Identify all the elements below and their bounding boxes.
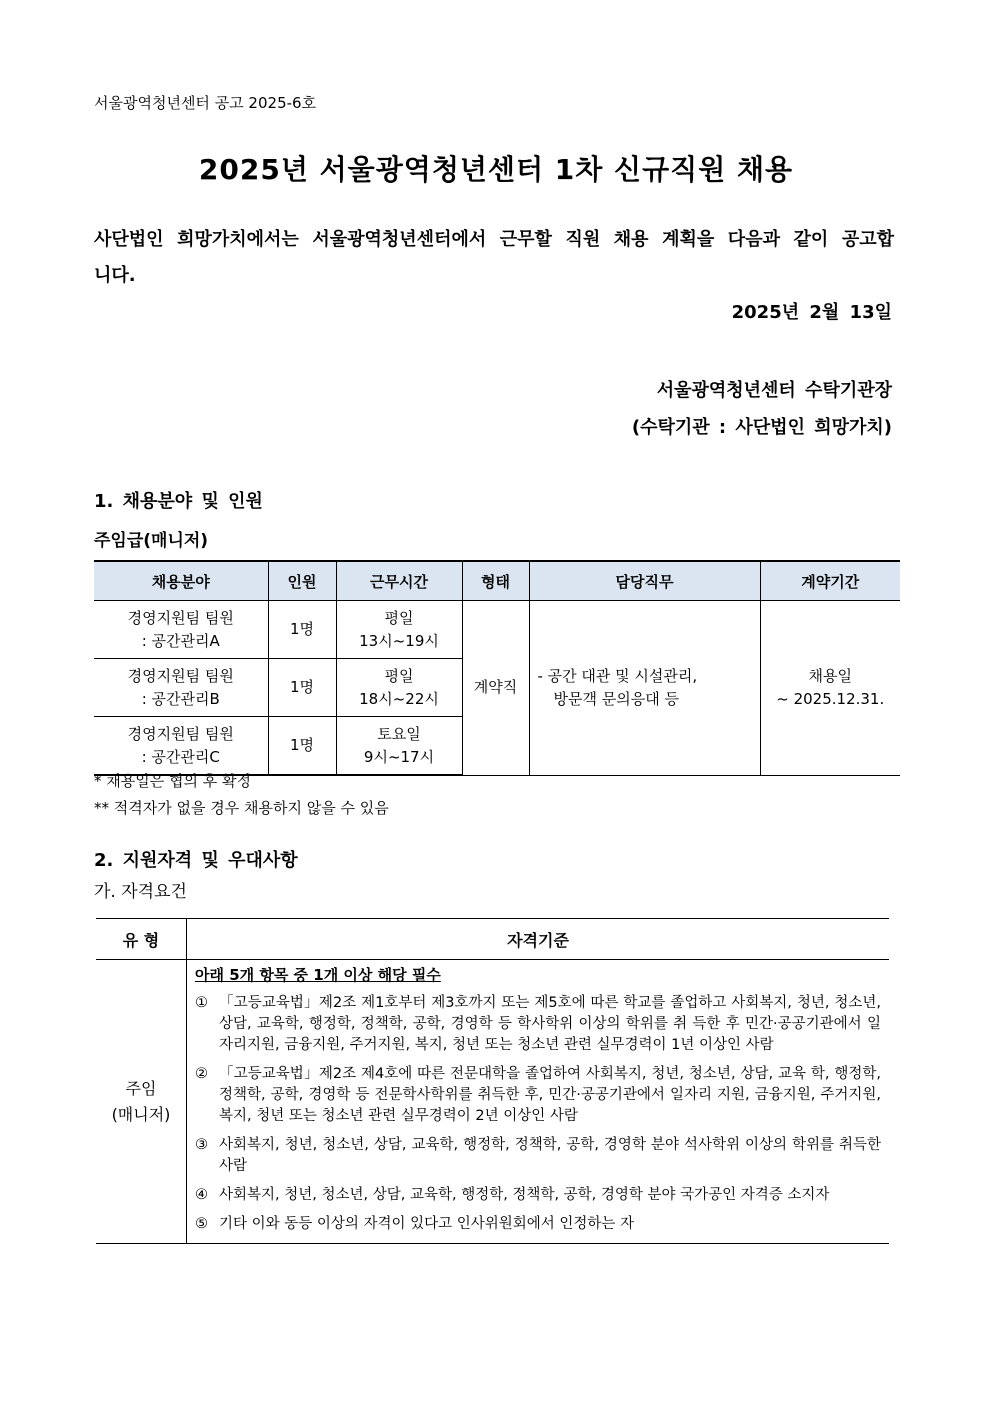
field-role: : 공간관리B: [141, 689, 220, 708]
time-hours: 13시~19시: [359, 631, 439, 650]
notice-number: 서울광역청년센터 공고 2025-6호: [94, 94, 317, 112]
field-cell: [94, 717, 268, 776]
criteria-heading: 아래 5개 항목 중 1개 이상 해당 필수: [195, 966, 441, 984]
item-number: ②: [195, 1066, 208, 1082]
time-days: 토요일: [377, 724, 421, 743]
section-1-subheading: 주임급(매니저): [94, 531, 209, 551]
duty-line-2: 방문객 문의응대 등: [553, 689, 679, 708]
time-days: 평일: [384, 608, 414, 627]
footnote-1: * 채용일은 협의 후 확정: [94, 772, 251, 790]
criteria-cell: [187, 960, 890, 1244]
count-cell: 1명: [268, 717, 336, 776]
table-header-row: [94, 561, 900, 601]
header-field: 채용분야: [94, 561, 268, 601]
announcement-date: 2025년 2월 13일: [731, 302, 892, 323]
footnote-2: ** 적격자가 없을 경우 채용하지 않을 수 있음: [94, 799, 389, 817]
header-period: 계약기간: [760, 561, 900, 601]
signature-line-1: 서울광역청년센터 수탁기관장: [656, 380, 892, 401]
time-cell: [336, 659, 462, 717]
duty-line-1: - 공간 대관 및 시설관리,: [537, 666, 698, 685]
item-text: 사회복지, 청년, 청소년, 상담, 교육학, 행정학, 정책학, 공학, 경영학 분야 국가공인 자격증 소지자: [219, 1187, 830, 1203]
field-team: 경영지원팀 팀원: [127, 724, 234, 743]
item-number: ④: [195, 1187, 208, 1203]
header-type: 유 형: [96, 919, 187, 960]
header-criteria: 자격기준: [187, 919, 890, 960]
field-cell: [94, 601, 268, 659]
list-item: [195, 1214, 881, 1235]
time-days: 평일: [384, 666, 414, 685]
section-2-subheading: 가. 자격요건: [94, 882, 187, 902]
signature-line-2: (수탁기관 : 사단법인 희망가치): [631, 417, 892, 438]
item-text: 「고등교육법」제2조 제1호부터 제3호까지 또는 제5호에 따른 학교를 졸업하고 사회복지, 청년, 청소년, 상담, 교육학, 행정학, 정책학, 공학, 경영학 등 학사학위 이상의 학위를 취 득한 후 민간·공공기관에서 일자리지원, 금융지원, 주거지원, 복지, 청년 또는 청소년 관련 실무경력이 1년 이상인 사람: [219, 995, 881, 1053]
type-cell: [96, 960, 187, 1244]
section-2-heading: 2. 지원자격 및 우대사항: [94, 850, 298, 871]
count-cell: 1명: [268, 601, 336, 659]
field-role: : 공간관리A: [141, 631, 220, 650]
count-cell: 1명: [268, 659, 336, 717]
type-line-1: 주임: [125, 1078, 157, 1098]
recruitment-table: [94, 560, 900, 776]
header-duty: 담당직무: [529, 561, 760, 601]
item-number: ③: [195, 1137, 208, 1153]
field-cell: [94, 659, 268, 717]
header-type: 형태: [462, 561, 529, 601]
duty-cell: [529, 601, 760, 776]
list-item: [195, 1135, 881, 1177]
period-line-2: ~ 2025.12.31.: [776, 689, 885, 708]
field-team: 경영지원팀 팀원: [127, 608, 234, 627]
table-row: [94, 601, 900, 659]
item-number: ①: [195, 995, 208, 1011]
type-cell: 계약직: [462, 601, 529, 776]
item-number: ⑤: [195, 1216, 208, 1232]
header-count: 인원: [268, 561, 336, 601]
time-cell: [336, 601, 462, 659]
header-time: 근무시간: [336, 561, 462, 601]
item-text: 기타 이와 동등 이상의 자격이 있다고 인사위원회에서 인정하는 자: [219, 1216, 635, 1232]
list-item: [195, 993, 881, 1056]
table-row: [96, 960, 889, 1244]
page-title: 2025년 서울광역청년센터 1차 신규직원 채용: [198, 153, 794, 186]
item-text: 「고등교육법」제2조 제4호에 따른 전문대학을 졸업하여 사회복지, 청년, 청소년, 상담, 교육 학, 행정학, 정책학, 공학, 경영학 등 전문학사학위를 취득한 후, 민간·공공기관에서 일자리 지원, 금융지원, 주거지원, 복지, 청년 또는 청소년 관련 실무경력이 2년 이상인 사람: [219, 1066, 881, 1124]
type-line-2: (매니저): [111, 1104, 171, 1124]
time-hours: 9시~17시: [363, 747, 435, 766]
time-cell: [336, 717, 462, 776]
field-role: : 공간관리C: [141, 747, 220, 766]
field-team: 경영지원팀 팀원: [127, 666, 234, 685]
section-1-heading: 1. 채용분야 및 인원: [94, 491, 263, 512]
intro-paragraph: 사단법인 희망가치에서는 서울광역청년센터에서 근무할 직원 채용 계획을 다음과 같이 공고합니다.: [94, 229, 894, 286]
qualification-table: [96, 918, 889, 1244]
item-text: 사회복지, 청년, 청소년, 상담, 교육학, 행정학, 정책학, 공학, 경영학 분야 석사학위 이상의 학위를 취득한 사람: [219, 1137, 881, 1174]
period-cell: [760, 601, 900, 776]
time-hours: 18시~22시: [359, 689, 439, 708]
list-item: [195, 1064, 881, 1127]
table-header-row: [96, 919, 889, 960]
period-line-1: 채용일: [808, 666, 852, 685]
list-item: [195, 1185, 881, 1206]
